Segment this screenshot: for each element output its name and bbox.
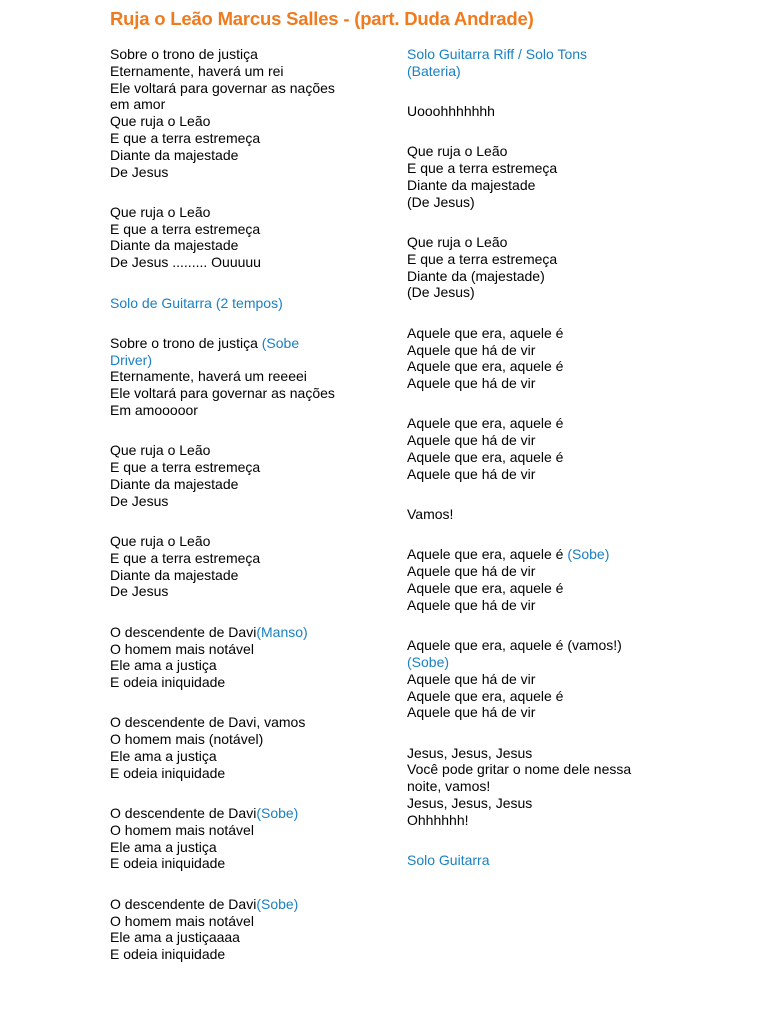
section-label: Solo Guitarra Riff / Solo Tons	[407, 46, 588, 62]
lyric-line: E que a terra estremeça	[110, 549, 261, 566]
stanza	[407, 506, 672, 523]
lyric-line: Aquele que era, aquele é	[407, 358, 564, 375]
stanza	[407, 103, 672, 120]
lyric-line: Diante da majestade	[110, 475, 239, 492]
lyric-line: Eternamente, haverá um rei	[110, 62, 284, 79]
lyric-line: Que ruja o Leão	[407, 234, 508, 251]
lyric-line: Ele ama a justiça	[110, 657, 217, 674]
lyric-line: Vamos!	[407, 506, 454, 523]
stanza	[110, 714, 375, 781]
lyric-line: Aquele que era, aquele é	[407, 687, 564, 704]
stanza	[407, 325, 672, 392]
lyric-line	[110, 805, 375, 822]
lyric-line: E odeia iniquidade	[110, 855, 226, 872]
stanza	[110, 896, 375, 963]
lyric-line: Ele ama a justiçaaaa	[110, 929, 240, 946]
lyric-line: Ele voltará para governar as nações	[110, 385, 335, 402]
lyric-line: Aquele que era, aquele é	[407, 415, 564, 432]
lyric-line: Aquele que há de vir	[407, 670, 536, 687]
lyric-line: Você pode gritar o nome dele nessa	[407, 761, 632, 778]
lyric-line: Que ruja o Leão	[110, 203, 211, 220]
stanza	[110, 204, 375, 271]
lyric-line: Jesus, Jesus, Jesus	[407, 795, 533, 811]
lyric-line: E que a terra estremeça	[110, 459, 261, 476]
lyric-line: E odeia iniquidade	[110, 674, 226, 691]
lyric-line: De Jesus ......... Ouuuuu	[110, 254, 261, 271]
lyric-line: Aquele que há de vir	[407, 465, 536, 482]
stanza	[110, 295, 375, 312]
performance-note: (Sobe)	[407, 653, 450, 670]
lyric-line: De Jesus	[110, 163, 169, 180]
lyric-line: Aquele que há de vir	[407, 596, 536, 613]
lyric-line: Diante da majestade	[110, 566, 239, 583]
lyric-line: Ohhhhhh!	[407, 811, 469, 828]
lyric-line: Aquele que há de vir	[407, 704, 536, 721]
performance-note: (Manso)	[256, 623, 308, 640]
lyric-line: Aquele que há de vir	[407, 432, 536, 449]
lyric-line: Uooohhhhhhh	[407, 103, 495, 120]
lyric-line: em amor	[110, 96, 166, 113]
stanza	[110, 46, 375, 180]
lyric-line: Diante da majestade	[407, 176, 536, 193]
lyric-line	[110, 335, 375, 352]
section-label: (Bateria)	[407, 62, 461, 79]
lyric-line: Diante da majestade	[110, 237, 239, 254]
lyric-line	[110, 624, 375, 641]
lyric-line: Ele ama a justiça	[110, 838, 217, 855]
lyric-line: De Jesus	[110, 492, 169, 509]
section-label: Solo Guitarra	[407, 852, 490, 869]
lyric-line: Que ruja o Leão	[110, 442, 211, 459]
lyric-line: Que ruja o Leão	[407, 143, 508, 160]
stanza	[407, 546, 672, 613]
stanza	[407, 234, 672, 301]
lyric-line: Ele ama a justiça	[110, 748, 217, 764]
left-column	[110, 46, 375, 986]
lyric-line: E que a terra estremeça	[407, 160, 558, 177]
lyric-line: Diante da majestade	[110, 146, 239, 163]
stanza	[407, 745, 672, 829]
lyric-line: Em amooooor	[110, 402, 198, 419]
lyric-line: Sobre o trono de justiça	[110, 46, 258, 62]
lyric-text: O descendente de Davi	[110, 623, 257, 640]
lyric-line: E que a terra estremeça	[407, 250, 558, 267]
performance-note: Driver)	[110, 351, 152, 368]
lyric-line	[110, 896, 375, 913]
lyric-line: (De Jesus)	[407, 284, 475, 301]
lyric-line: O homem mais notável	[110, 912, 254, 929]
lyric-line: Aquele que há de vir	[407, 341, 536, 358]
lyric-line: O descendente de Davi, vamos	[110, 714, 306, 731]
stanza	[110, 335, 375, 419]
lyric-line: Que ruja o Leão	[110, 533, 211, 550]
performance-note: (Sobe)	[256, 895, 299, 912]
lyric-line: Aquele que há de vir	[407, 375, 536, 392]
stanza	[110, 533, 375, 600]
lyric-line: Aquele que era, aquele é	[407, 449, 564, 466]
lyric-line: E odeia iniquidade	[110, 946, 226, 963]
lyric-line: Diante da (majestade)	[407, 267, 545, 284]
lyric-line: Aquele que era, aquele é (vamos!)	[407, 637, 622, 654]
song-title: Ruja o Leão Marcus Salles - (part. Duda Andrade)	[110, 8, 534, 29]
lyric-text: Sobre o trono de justiça	[110, 334, 262, 351]
stanza	[407, 852, 672, 869]
stanza	[110, 624, 375, 691]
section-label: Solo de Guitarra (2 tempos)	[110, 294, 283, 311]
stanza	[407, 143, 672, 210]
lyric-line: (De Jesus)	[407, 193, 475, 210]
lyric-line: Aquele que era, aquele é	[407, 580, 564, 597]
lyric-text: Aquele que era, aquele é	[407, 546, 568, 563]
stanza	[110, 442, 375, 509]
lyric-line: O homem mais (notável)	[110, 731, 264, 748]
stanza	[407, 415, 672, 482]
lyric-text: O descendente de Davi	[110, 895, 257, 912]
stanza	[110, 805, 375, 872]
lyric-line: E odeia iniquidade	[110, 764, 226, 781]
performance-note: (Sobe	[261, 334, 300, 351]
lyric-line: Jesus, Jesus, Jesus	[407, 744, 533, 761]
performance-note: (Sobe)	[567, 546, 610, 563]
performance-note: (Sobe)	[256, 805, 299, 822]
lyric-line: Aquele que há de vir	[407, 563, 536, 580]
right-column	[407, 46, 672, 892]
lyric-line: E que a terra estremeça	[110, 220, 261, 237]
lyric-line: O homem mais notável	[110, 821, 254, 838]
lyric-line: Eternamente, haverá um reeeei	[110, 368, 307, 385]
lyric-line: Aquele que era, aquele é	[407, 324, 564, 341]
lyric-line: noite, vamos!	[407, 778, 491, 795]
lyric-line: Que ruja o Leão	[110, 113, 211, 130]
lyric-line: Ele voltará para governar as nações	[110, 79, 335, 96]
lyric-text: O descendente de Davi	[110, 805, 257, 822]
lyric-line	[407, 546, 672, 563]
stanza	[407, 46, 672, 80]
lyric-line: De Jesus	[110, 583, 169, 600]
stanza	[407, 637, 672, 721]
lyric-line: O homem mais notável	[110, 640, 254, 657]
lyric-line: E que a terra estremeça	[110, 129, 261, 146]
